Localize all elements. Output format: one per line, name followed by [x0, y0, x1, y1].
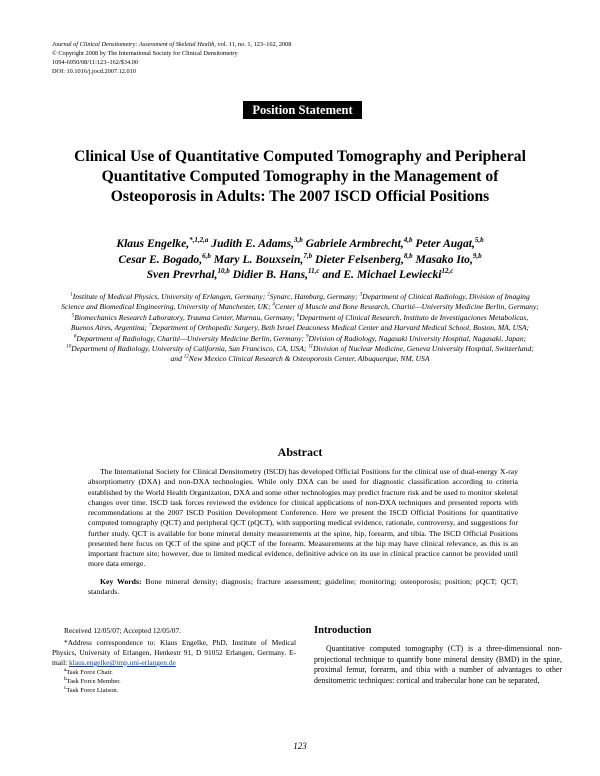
- author: Masako Ito,$^{9,b}$: [415, 251, 482, 266]
- abstract-body: The International Society for Clinical Densitometry (ISCD) has developed Official Positions for the clinical use of dual-energy X-ray absorptiometry (DXA) and non-DXA technologies. While only DXA can be used for diagnostic classification according to criteria established by the World Health Organization, DXA and some other technologies may predict fracture risk and be used to monitor skeletal changes over time. ISCD task forces reviewed the evidence for clinical applications of non-DXA techniques and presented reports with recommendations at the 2007 ISCD Position Development Conference. Here we present the ISCD Official Positions for quantitative computed tomography (QCT) and peripheral QCT (pQCT), with supporting medical evidence, rationale, controversy, and suggestions for further study. QCT is available for bone mineral density measurements at the spine, hip, forearm, and tibia. The ISCD Official Positions presented here focus on QCT of the spine and pQCT of the forearm. Measurements at the hip may have clinical relevance, as this is an important fracture site; however, due to limited medical evidence, definitive advice on its use in clinical practice cannot be provided until more data emerge.: [88, 467, 518, 569]
- author: Sven Prevrhal,$^{10,b}$: [146, 267, 230, 281]
- received-date: Received 12/05/07; Accepted 12/05/07.: [64, 626, 181, 635]
- footnote-chair: $^a$Task Force Chair.: [64, 667, 113, 676]
- affiliations: $^1$Institute of Medical Physics, University of Erlangen, Germany; $^2$Synarc, Hamburg, Germany; $^3$Department of Clinical Radiology, Division of Imaging Science and Biomedical Engineering, University of Manchester, UK; $^4$Center of Muscle and Bone Research, Charité—University Medicine Berlin, Germany; $^5$Biomechanics Research Laboratory, Trauma Center, Murnau, Germany; $^6$Department of Clinical Research, Instituto de Investigaciones Metabolicas, Buenos Aires, Argentina; $^7$Department of Orthopedic Surgery, Beth Israel Deaconess Medical Center and Harvard Medical School, Boston, MA, USA; $^8$Department of Radiology, Charité—University Medicine Berlin, Germany; $^9$Division of Radiology, Nagasaki University Hospital, Nagasaki, Japan; $^{10}$Department of Radiology, University of California, San Francisco, CA, USA; $^{11}$Division of Nuclear Medicine, Geneva University Hospital, Switzerland; and $^{12}$New Mexico Clinical Research & Osteoporosis Center, Albuquerque, NM, USA: [61, 292, 539, 364]
- citation-line: [52, 40, 452, 49]
- introduction-body: Quantitative computed tomography (CT) is a three-dimensional non-projectional technique to quantify bone mineral density (BMD) in the spine, proximal femur, forearm, and tibia with a number of advantages to other densitometric techniques: cortical and trabecular bone can be separated,: [314, 644, 562, 685]
- footnote-member: $^b$Task Force Member.: [64, 677, 121, 686]
- issn-line: 1094-6950/08/11:123–162/$34.00: [52, 59, 138, 66]
- correspondence: *Address correspondence to: Klaus Engelke, PhD, Institute of Medical Physics, University of Erlangen, Henkestr 91, D 91052 Erlangen, Germany. E-mail: klaus.engelke@imp.uni-erlangen.de: [52, 638, 296, 667]
- author: Judith E. Adams,$^{3,b}$: [211, 236, 303, 250]
- article-title: Clinical Use of Quantitative Computed Tomography and Peripheral Quantitative Computed Tomography in the Management of Osteoporosis in Adults: The 2007 ISCD Official Positions: [74, 148, 526, 205]
- journal-header: [52, 40, 452, 76]
- author: Klaus Engelke,$^{*,1,2,a}$: [116, 236, 209, 250]
- keywords: [88, 577, 518, 598]
- author: Didier B. Hans,$^{11,c}$: [232, 267, 320, 281]
- doi-line: DOI: 10.1016/j.jocd.2007.12.010: [52, 68, 136, 75]
- keywords-label: Key Words:: [100, 577, 142, 586]
- abstract-heading: Abstract: [277, 445, 323, 459]
- page-number: 123: [293, 741, 307, 751]
- author: Gabriele Armbrecht,$^{4,b}$: [305, 236, 413, 250]
- footnotes: [52, 626, 296, 696]
- author: Mary L. Bouxsein,$^{7,b}$: [213, 251, 313, 266]
- author: Dieter Felsenberg,$^{8,b}$: [314, 251, 413, 266]
- author: Peter Augat,$^{5,b}$: [415, 236, 484, 250]
- journal-name: Journal of Clinical Densitometry: Assessment of Skeletal Health,: [52, 41, 216, 48]
- keywords-list: Bone mineral density; diagnosis; fracture assessment; guideline; monitoring; osteoporosis; position; pQCT; QCT; standards.: [88, 577, 519, 597]
- article-type-badge: Position Statement: [243, 101, 362, 119]
- author: Cesar E. Bogado,$^{6,b}$: [118, 251, 211, 266]
- author-list: [50, 236, 550, 283]
- volume-info: vol. 11, no. 1, 123–162, 2008: [215, 41, 292, 48]
- author: and E. Michael Lewiecki$^{12,c}$: [322, 267, 454, 281]
- footnote-liaison: $^c$Task Force Liaison.: [64, 686, 119, 695]
- email-link[interactable]: klaus.engelke@imp.uni-erlangen.de: [69, 658, 176, 667]
- copyright-line: © Copyright 2008 by The International Society for Clinical Densitometry: [52, 50, 238, 57]
- introduction-heading: Introduction: [314, 625, 372, 636]
